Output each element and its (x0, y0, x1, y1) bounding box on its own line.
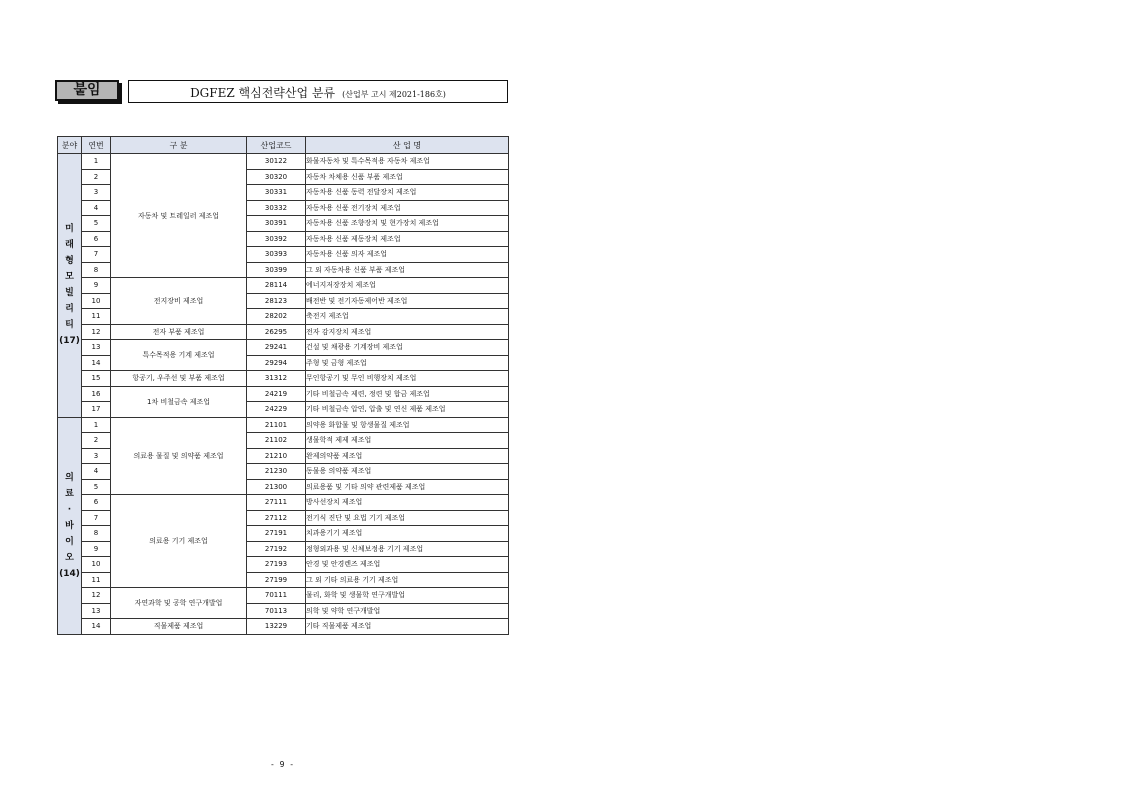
document-subtitle: (산업부 고시 제2021-186호) (342, 90, 446, 99)
industry-code-cell: 27111 (247, 495, 306, 511)
division-cell: 의료용 물질 및 의약품 제조업 (111, 417, 247, 495)
serial-cell: 12 (82, 588, 111, 604)
table-body (58, 154, 509, 635)
category-char: 오 (65, 552, 74, 563)
industry-name-cell: 기타 비철금속 제련, 정련 및 합금 제조업 (306, 386, 509, 402)
division-cell: 1차 비철금속 제조업 (111, 386, 247, 417)
industry-name-cell: 축전지 제조업 (306, 309, 509, 325)
industry-code-cell: 27112 (247, 510, 306, 526)
division-cell: 자동차 및 트레일러 제조업 (111, 154, 247, 278)
division-cell: 의료용 기기 제조업 (111, 495, 247, 588)
category-char: 리 (65, 304, 74, 315)
industry-code-cell: 26295 (247, 324, 306, 340)
table-row (58, 588, 509, 604)
table-row (58, 619, 509, 635)
serial-cell: 13 (82, 603, 111, 619)
industry-code-cell: 30392 (247, 231, 306, 247)
serial-cell: 6 (82, 495, 111, 511)
table-row (58, 371, 509, 387)
category-char: (14) (59, 568, 80, 579)
industry-code-cell: 29241 (247, 340, 306, 356)
industry-name-cell: 생물학적 제제 제조업 (306, 433, 509, 449)
serial-cell: 4 (82, 464, 111, 480)
page-number: - 9 - (269, 760, 295, 769)
document-title: DGFEZ 핵심전략산업 분류 (190, 86, 336, 100)
industry-code-cell: 27191 (247, 526, 306, 542)
header-field: 분야 (58, 137, 82, 154)
industry-code-cell: 21300 (247, 479, 306, 495)
serial-cell: 14 (82, 619, 111, 635)
industry-name-cell: 무인항공기 및 무인 비행장치 제조업 (306, 371, 509, 387)
serial-cell: 6 (82, 231, 111, 247)
serial-cell: 9 (82, 278, 111, 294)
industry-code-cell: 21102 (247, 433, 306, 449)
industry-code-cell: 28202 (247, 309, 306, 325)
table-header-row (58, 137, 509, 154)
attachment-label: 붙임 (55, 80, 119, 101)
table-row (58, 324, 509, 340)
industry-name-cell: 정형외과용 및 신체보정용 기기 제조업 (306, 541, 509, 557)
table-row (58, 154, 509, 170)
industry-name-cell: 그 외 기타 의료용 기기 제조업 (306, 572, 509, 588)
industry-code-cell: 30332 (247, 200, 306, 216)
industry-name-cell: 방사선장치 제조업 (306, 495, 509, 511)
industry-code-cell: 30391 (247, 216, 306, 232)
serial-cell: 15 (82, 371, 111, 387)
serial-cell: 1 (82, 417, 111, 433)
category-char: 미 (65, 224, 74, 235)
serial-cell: 11 (82, 572, 111, 588)
table-row (58, 495, 509, 511)
industry-name-cell: 안경 및 안경렌즈 제조업 (306, 557, 509, 573)
category-char: 티 (65, 320, 74, 331)
industry-code-cell: 27199 (247, 572, 306, 588)
serial-cell: 7 (82, 247, 111, 263)
serial-cell: 2 (82, 169, 111, 185)
serial-cell: 7 (82, 510, 111, 526)
industry-classification-table (57, 136, 509, 635)
industry-code-cell: 27193 (247, 557, 306, 573)
industry-code-cell: 31312 (247, 371, 306, 387)
industry-code-cell: 29294 (247, 355, 306, 371)
industry-name-cell: 화물자동차 및 특수목적용 자동차 제조업 (306, 154, 509, 170)
table-row (58, 386, 509, 402)
division-cell: 자연과학 및 공학 연구개발업 (111, 588, 247, 619)
serial-cell: 11 (82, 309, 111, 325)
category-cell (58, 154, 82, 418)
industry-code-cell: 13229 (247, 619, 306, 635)
industry-code-cell: 27192 (247, 541, 306, 557)
division-cell: 전자 부품 제조업 (111, 324, 247, 340)
header-division: 구 분 (111, 137, 247, 154)
industry-name-cell: 주형 및 금형 제조업 (306, 355, 509, 371)
division-cell: 직물제품 제조업 (111, 619, 247, 635)
industry-name-cell: 자동차용 신품 동력 전달장치 제조업 (306, 185, 509, 201)
category-char: 빌 (65, 288, 74, 299)
serial-cell: 16 (82, 386, 111, 402)
industry-name-cell: 물리, 화학 및 생물학 연구개발업 (306, 588, 509, 604)
industry-code-cell: 28123 (247, 293, 306, 309)
industry-code-cell: 30393 (247, 247, 306, 263)
industry-name-cell: 자동차용 신품 제동장치 제조업 (306, 231, 509, 247)
industry-name-cell: 그 외 자동차용 신품 부품 제조업 (306, 262, 509, 278)
industry-code-cell: 21210 (247, 448, 306, 464)
table-row (58, 340, 509, 356)
division-cell: 항공기, 우주선 및 부품 제조업 (111, 371, 247, 387)
division-cell: 전지장비 제조업 (111, 278, 247, 325)
industry-name-cell: 건설 및 채광용 기계장비 제조업 (306, 340, 509, 356)
serial-cell: 10 (82, 557, 111, 573)
category-cell (58, 417, 82, 634)
table-row (58, 278, 509, 294)
serial-cell: 17 (82, 402, 111, 418)
industry-code-cell: 24219 (247, 386, 306, 402)
industry-name-cell: 자동차용 신품 의자 제조업 (306, 247, 509, 263)
serial-cell: 14 (82, 355, 111, 371)
header-industry-code: 산업코드 (247, 137, 306, 154)
industry-code-cell: 70111 (247, 588, 306, 604)
industry-code-cell: 30122 (247, 154, 306, 170)
serial-cell: 1 (82, 154, 111, 170)
category-char: 바 (65, 520, 74, 531)
category-char: 래 (65, 240, 74, 251)
industry-code-cell: 21101 (247, 417, 306, 433)
industry-name-cell: 의약용 화합물 및 항생물질 제조업 (306, 417, 509, 433)
category-char: 료 (65, 488, 74, 499)
category-char: 형 (65, 256, 74, 267)
industry-name-cell: 완제의약품 제조업 (306, 448, 509, 464)
industry-name-cell: 배전반 및 전기자동제어반 제조업 (306, 293, 509, 309)
serial-cell: 10 (82, 293, 111, 309)
category-char: 의 (65, 472, 74, 483)
industry-code-cell: 70113 (247, 603, 306, 619)
category-char: 모 (65, 272, 74, 283)
industry-name-cell: 에너지저장장치 제조업 (306, 278, 509, 294)
serial-cell: 9 (82, 541, 111, 557)
industry-name-cell: 의료용품 및 기타 의약 관련제품 제조업 (306, 479, 509, 495)
serial-cell: 8 (82, 262, 111, 278)
serial-cell: 5 (82, 216, 111, 232)
industry-name-cell: 기타 비철금속 압연, 압출 및 연신 제품 제조업 (306, 402, 509, 418)
industry-name-cell: 동물용 의약품 제조업 (306, 464, 509, 480)
industry-name-cell: 자동차용 신품 조향장치 및 현가장치 제조업 (306, 216, 509, 232)
industry-code-cell: 28114 (247, 278, 306, 294)
header-serial: 연번 (82, 137, 111, 154)
industry-code-cell: 21230 (247, 464, 306, 480)
industry-code-cell: 24229 (247, 402, 306, 418)
division-cell: 특수목적용 기계 제조업 (111, 340, 247, 371)
industry-name-cell: 자동차용 신품 전기장치 제조업 (306, 200, 509, 216)
serial-cell: 13 (82, 340, 111, 356)
serial-cell: 3 (82, 448, 111, 464)
category-char: · (67, 504, 72, 515)
header-industry-name: 산 업 명 (306, 137, 509, 154)
industry-name-cell: 기타 직물제품 제조업 (306, 619, 509, 635)
serial-cell: 4 (82, 200, 111, 216)
industry-code-cell: 30331 (247, 185, 306, 201)
category-char: (17) (59, 336, 80, 347)
industry-code-cell: 30320 (247, 169, 306, 185)
serial-cell: 5 (82, 479, 111, 495)
table-row (58, 417, 509, 433)
industry-name-cell: 전자 감지장치 제조업 (306, 324, 509, 340)
serial-cell: 8 (82, 526, 111, 542)
industry-name-cell: 치과용기기 제조업 (306, 526, 509, 542)
serial-cell: 3 (82, 185, 111, 201)
industry-code-cell: 30399 (247, 262, 306, 278)
industry-name-cell: 전기식 진단 및 요법 기기 제조업 (306, 510, 509, 526)
industry-name-cell: 의학 및 약학 연구개발업 (306, 603, 509, 619)
document-title-box (128, 80, 508, 103)
serial-cell: 12 (82, 324, 111, 340)
serial-cell: 2 (82, 433, 111, 449)
industry-name-cell: 자동차 차체용 신품 부품 제조업 (306, 169, 509, 185)
category-char: 이 (65, 536, 74, 547)
